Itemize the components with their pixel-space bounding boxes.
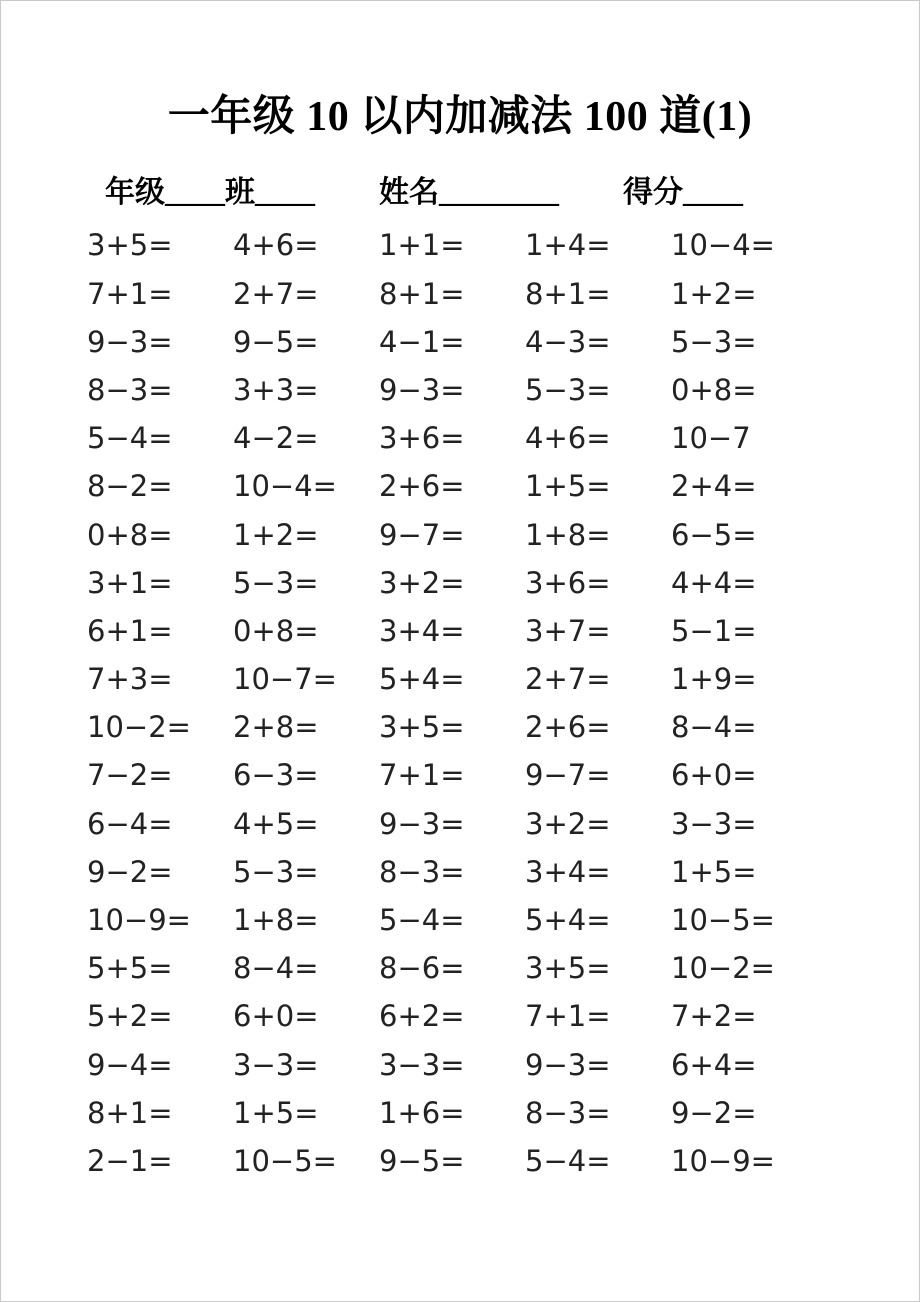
problem-cell: 1+5= — [233, 1095, 319, 1130]
problem-cell: 5−1= — [671, 613, 757, 648]
problem-cell: 9−3= — [379, 372, 465, 407]
problem-cell: 5−3= — [671, 324, 757, 359]
problem-cell: 9−2= — [671, 1095, 757, 1130]
problem-cell: 7+1= — [379, 758, 465, 793]
problem-cell: 8+1= — [525, 276, 611, 311]
problem-cell: 5−4= — [379, 903, 465, 938]
problem-cell: 0+8= — [233, 613, 319, 648]
problem-cell: 8−6= — [379, 951, 465, 986]
problem-cell: 8−3= — [87, 372, 173, 407]
problem-cell: 7+3= — [87, 662, 173, 697]
problems-grid — [87, 221, 919, 1185]
problem-cell: 10−7= — [233, 662, 337, 697]
problem-cell: 1+6= — [379, 1095, 465, 1130]
problem-cell: 2+8= — [233, 710, 319, 745]
problem-cell: 6−4= — [87, 806, 173, 841]
problem-cell: 6+4= — [671, 1047, 757, 1082]
problem-cell: 3+5= — [87, 228, 173, 263]
problem-cell: 5+2= — [87, 999, 173, 1034]
problem-cell: 3−3= — [671, 806, 757, 841]
problem-cell: 3+5= — [525, 951, 611, 986]
problem-cell: 10−2= — [671, 951, 775, 986]
problem-cell: 4+4= — [671, 565, 757, 600]
problem-cell: 9−2= — [87, 854, 173, 889]
problem-cell: 9−7= — [379, 517, 465, 552]
problem-cell: 1+8= — [233, 903, 319, 938]
problem-cell: 1+2= — [233, 517, 319, 552]
problem-cell: 4+6= — [233, 228, 319, 263]
problem-cell: 5−4= — [87, 421, 173, 456]
problem-cell: 6+0= — [233, 999, 319, 1034]
problem-cell: 6+1= — [87, 613, 173, 648]
problem-cell: 10−9= — [87, 903, 191, 938]
problem-cell: 5+4= — [525, 903, 611, 938]
score-field: 得分____ — [623, 176, 743, 210]
problem-cell: 10−9= — [671, 1143, 775, 1178]
problem-cell: 7+1= — [525, 999, 611, 1034]
problem-cell: 10−4= — [233, 469, 337, 504]
problem-cell: 8−2= — [87, 469, 173, 504]
problem-cell: 1+1= — [379, 228, 465, 263]
worksheet-header — [105, 167, 919, 211]
problem-cell: 3+2= — [525, 806, 611, 841]
problem-cell: 5−3= — [525, 372, 611, 407]
problem-cell: 2+6= — [379, 469, 465, 504]
problem-cell: 4−2= — [233, 421, 319, 456]
problem-cell: 7+2= — [671, 999, 757, 1034]
problem-cell: 10−2= — [87, 710, 191, 745]
problem-cell: 3+3= — [233, 372, 319, 407]
problem-cell: 4−3= — [525, 324, 611, 359]
problem-cell: 6−5= — [671, 517, 757, 552]
name-field: 姓名________ — [379, 176, 559, 210]
problem-cell: 3−3= — [233, 1047, 319, 1082]
problem-cell: 8−4= — [671, 710, 757, 745]
problem-cell: 9−7= — [525, 758, 611, 793]
problem-cell: 10−7 — [671, 421, 751, 456]
problem-cell: 1+8= — [525, 517, 611, 552]
problem-cell: 8+1= — [87, 1095, 173, 1130]
problem-cell: 2+6= — [525, 710, 611, 745]
problem-cell: 2+7= — [233, 276, 319, 311]
problem-cell: 3+6= — [525, 565, 611, 600]
problem-cell: 1+2= — [671, 276, 757, 311]
problem-cell: 4+6= — [525, 421, 611, 456]
problem-cell: 2+4= — [671, 469, 757, 504]
problem-cell: 3+2= — [379, 565, 465, 600]
problem-cell: 9−5= — [379, 1143, 465, 1178]
problem-cell: 9−3= — [87, 324, 173, 359]
problem-cell: 1+9= — [671, 662, 757, 697]
problem-cell: 3+6= — [379, 421, 465, 456]
problem-cell: 3+4= — [525, 854, 611, 889]
grade-class-field: 年级____班____ — [105, 176, 315, 210]
problem-cell: 9−4= — [87, 1047, 173, 1082]
problem-cell: 9−3= — [525, 1047, 611, 1082]
problem-cell: 3+7= — [525, 613, 611, 648]
problem-cell: 0+8= — [87, 517, 173, 552]
problem-cell: 2+7= — [525, 662, 611, 697]
problem-cell: 2−1= — [87, 1143, 173, 1178]
problem-cell: 9−5= — [233, 324, 319, 359]
problem-cell: 5−3= — [233, 854, 319, 889]
problem-cell: 10−4= — [671, 228, 775, 263]
problem-cell: 5+5= — [87, 951, 173, 986]
problem-cell: 4+5= — [233, 806, 319, 841]
problem-cell: 5−3= — [233, 565, 319, 600]
problem-cell: 6−3= — [233, 758, 319, 793]
problem-cell: 8−4= — [233, 951, 319, 986]
problem-cell: 8−3= — [379, 854, 465, 889]
problem-cell: 3−3= — [379, 1047, 465, 1082]
problem-cell: 1+5= — [671, 854, 757, 889]
page-title: 一年级 10 以内加减法 100 道(1) — [167, 94, 753, 140]
problem-cell: 10−5= — [671, 903, 775, 938]
problem-cell: 5+4= — [379, 662, 465, 697]
problem-cell: 3+4= — [379, 613, 465, 648]
problem-cell: 6+0= — [671, 758, 757, 793]
problem-cell: 8+1= — [379, 276, 465, 311]
problem-cell: 1+5= — [525, 469, 611, 504]
problem-cell: 10−5= — [233, 1143, 337, 1178]
problem-cell: 5−4= — [525, 1143, 611, 1178]
problem-cell: 3+5= — [379, 710, 465, 745]
problem-cell: 4−1= — [379, 324, 465, 359]
problem-cell: 8−3= — [525, 1095, 611, 1130]
problem-cell: 0+8= — [671, 372, 757, 407]
problem-cell: 7−2= — [87, 758, 173, 793]
problem-cell: 9−3= — [379, 806, 465, 841]
problem-cell: 1+4= — [525, 228, 611, 263]
problem-cell: 3+1= — [87, 565, 173, 600]
problem-cell: 7+1= — [87, 276, 173, 311]
problem-cell: 6+2= — [379, 999, 465, 1034]
